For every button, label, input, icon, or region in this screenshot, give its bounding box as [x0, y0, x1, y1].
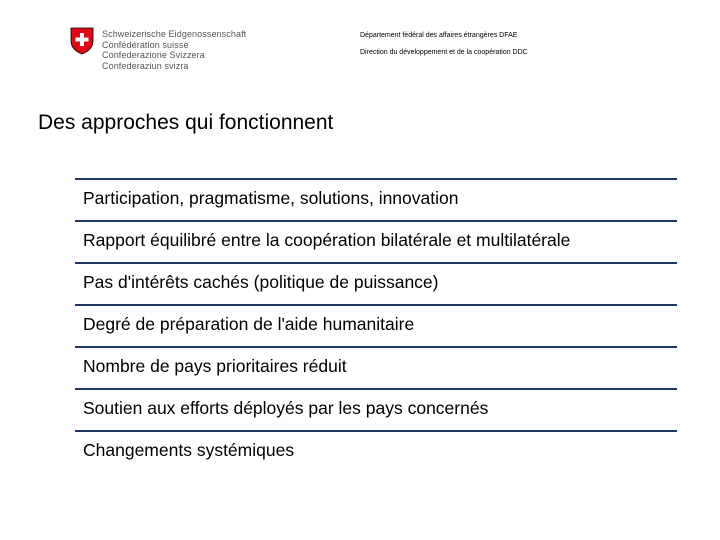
approach-item-balanced-cooperation: Rapport équilibré entre la coopération bilatérale et multilatérale: [75, 220, 677, 262]
approach-list: [75, 178, 677, 472]
approach-item-participation: Participation, pragmatisme, solutions, innovation: [75, 178, 677, 220]
department-name: Département fédéral des affaires étrangères DFAE: [360, 32, 518, 39]
approach-item-no-hidden-interests: Pas d'intérêts cachés (politique de puissance): [75, 262, 677, 304]
confederation-names: [102, 29, 246, 71]
swiss-shield-icon: [70, 27, 94, 55]
swiss-confederation-logo: [70, 26, 250, 74]
approach-item-country-efforts: Soutien aux efforts déployés par les pays concernés: [75, 388, 677, 430]
approach-item-priority-countries: Nombre de pays prioritaires réduit: [75, 346, 677, 388]
department-header: [360, 31, 528, 57]
approach-item-systemic-change: Changements systémiques: [75, 430, 677, 472]
confederation-name-fr: Confédération suisse: [102, 39, 189, 50]
approach-item-humanitarian-readiness: Degré de préparation de l'aide humanitaire: [75, 304, 677, 346]
confederation-name-rm: Confederaziun svizra: [102, 60, 189, 71]
directorate-name: Direction du développement et de la coopération DDC: [360, 49, 528, 56]
slide-title: Des approches qui fonctionnent: [38, 111, 334, 134]
confederation-name-de: Schweizerische Eidgenossenschaft: [102, 29, 247, 39]
confederation-name-it: Confederazione Svizzera: [102, 50, 205, 60]
